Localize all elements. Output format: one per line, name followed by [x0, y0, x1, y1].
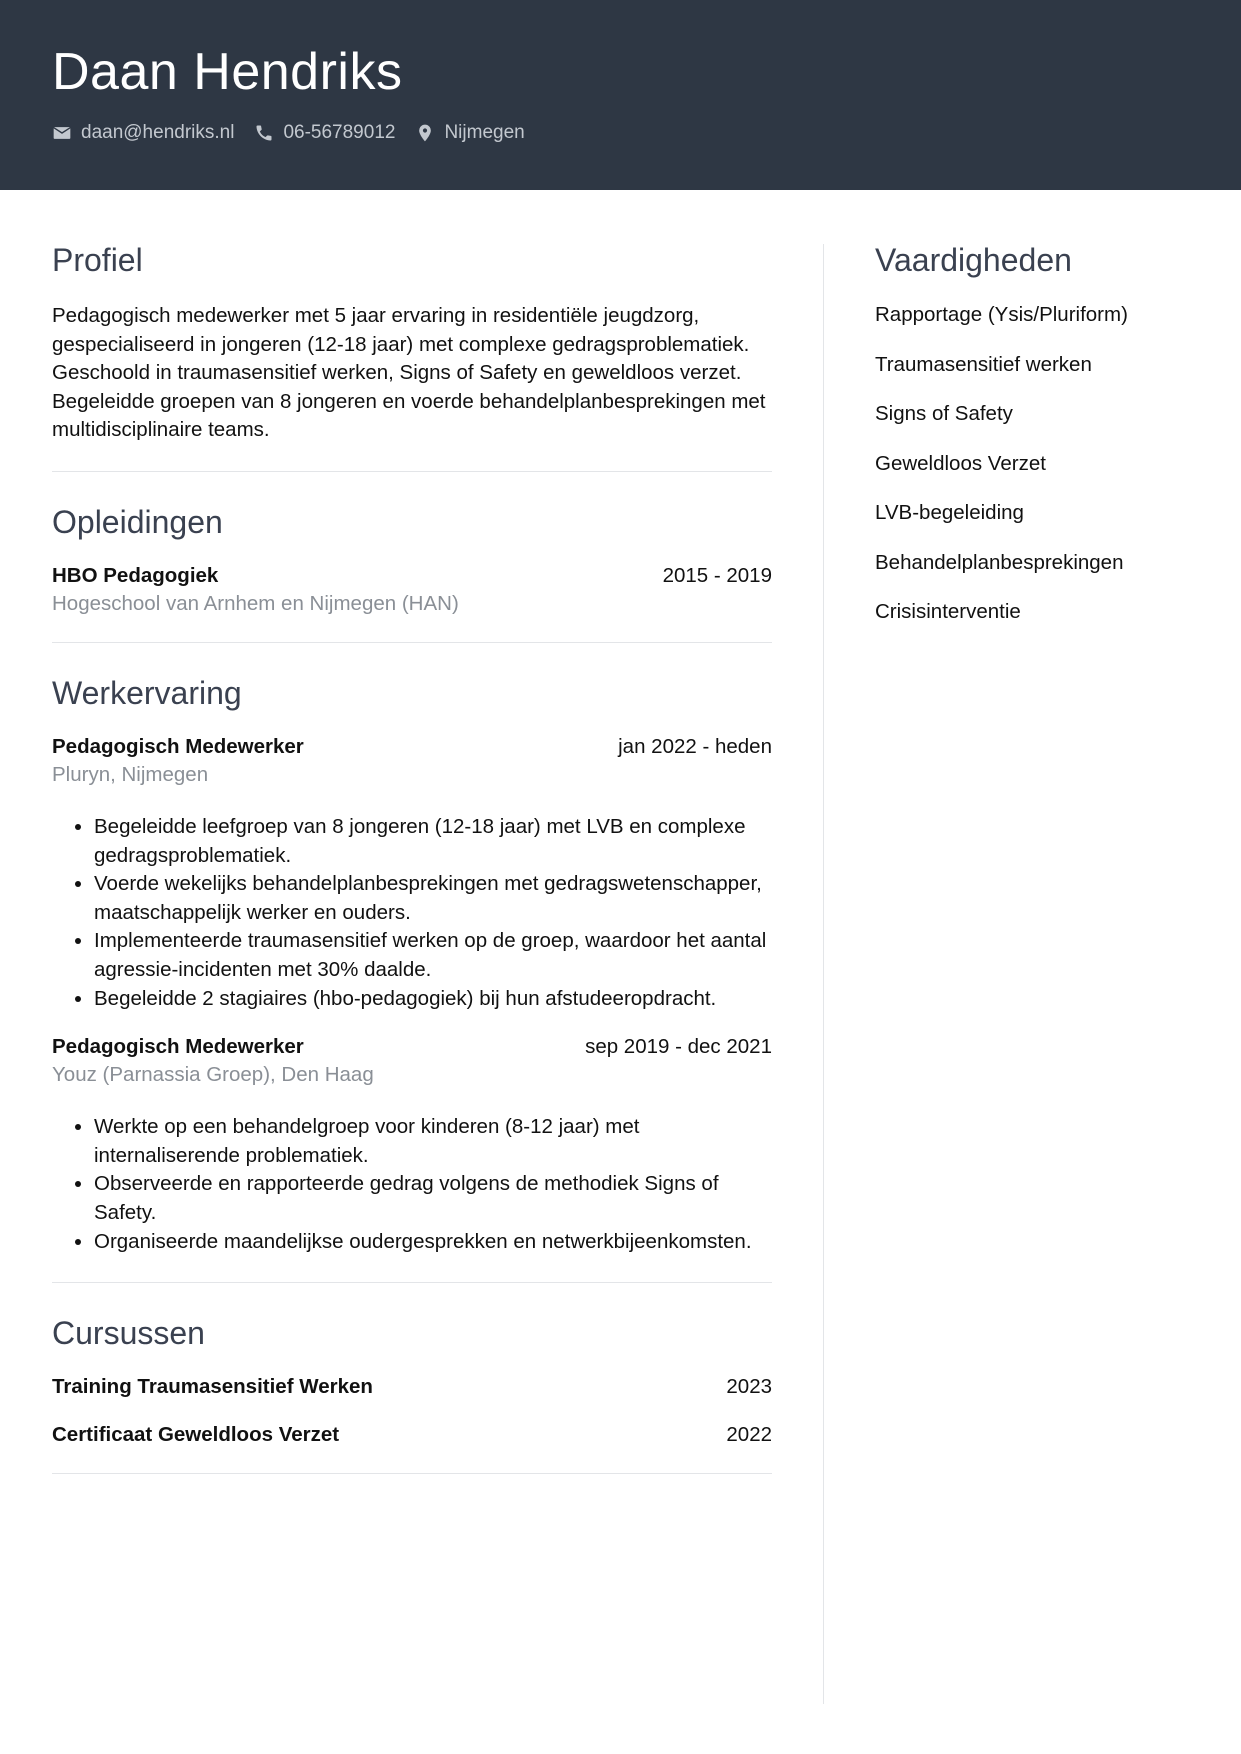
- phone-icon: [254, 123, 274, 143]
- main-column: [52, 240, 772, 1504]
- contact-info: [52, 122, 545, 144]
- experience-heading: Werkervaring: [52, 674, 242, 711]
- skill-item: Behandelplanbesprekingen: [875, 550, 1124, 574]
- contact-email[interactable]: [52, 122, 234, 144]
- job-bullet: • Begeleidde leefgroep van 8 jongeren (12-18 jaar) met LVB en complexe gedragsproblematiek.: [94, 813, 772, 870]
- course-title: Training Traumasensitief Werken: [52, 1375, 373, 1399]
- job-title: Pedagogisch Medewerker: [52, 1035, 304, 1059]
- skills-heading: Vaardigheden: [875, 242, 1072, 278]
- skill-item: Traumasensitief werken: [875, 352, 1092, 376]
- education-heading: Opleidingen: [52, 503, 223, 540]
- job-bullet: • Implementeerde traumasensitief werken op de groep, waardoor het aantal agressie-incidenten met 30% daalde.: [94, 927, 772, 984]
- job-bullet: • Voerde wekelijks behandelplanbesprekingen met gedragswetenschapper, maatschappelijk werker en ouders.: [94, 870, 772, 927]
- skill-item: Signs of Safety: [875, 402, 1013, 425]
- education-section: [52, 502, 772, 616]
- job-bullet: • Observeerde en rapporteerde gedrag volgens de methodiek Signs of Safety.: [94, 1170, 772, 1227]
- map-pin-icon: [415, 123, 435, 143]
- job-employer: Pluryn, Nijmegen: [52, 762, 209, 786]
- sidebar-column: [875, 240, 1205, 649]
- job-employer: Youz (Parnassia Groep), Den Haag: [52, 1063, 374, 1087]
- education-title: HBO Pedagogiek: [52, 563, 219, 587]
- course-title: Certificaat Geweldloos Verzet: [52, 1423, 340, 1447]
- header-banner: [0, 0, 1241, 190]
- profile-section: [52, 240, 772, 445]
- education-institution: Hogeschool van Arnhem en Nijmegen (HAN): [52, 591, 459, 615]
- column-divider: [823, 244, 824, 1704]
- skill-item: LVB-begeleiding: [875, 501, 1024, 524]
- job-bullet: • Organiseerde maandelijkse oudergesprekken en netwerkbijeenkomsten.: [94, 1228, 772, 1257]
- skill-item: Crisisinterventie: [875, 600, 1021, 623]
- profile-heading: Profiel: [52, 242, 143, 278]
- course-date: 2023: [726, 1375, 772, 1399]
- section-divider: [52, 1473, 772, 1474]
- job-item: [52, 735, 772, 1013]
- job-item: [52, 1035, 772, 1256]
- job-title: Pedagogisch Medewerker: [52, 734, 304, 758]
- phone-text: 06-56789012: [283, 122, 396, 143]
- location-text: Nijmegen: [444, 122, 525, 143]
- profile-text: Pedagogisch medewerker met 5 jaar ervaring in residentiële jeugdzorg, gespecialiseerd in jongeren (12-18 jaar) met complexe gedragsproblematiek. Geschoold in traumasensitief werken, Signs of Safety en geweldloos verzet. Begeleidde groepen van 8 jongeren en voerde behandelplanbesprekingen met multidisciplinaire teams.: [52, 304, 766, 442]
- email-text: daan@hendriks.nl: [81, 122, 235, 143]
- section-divider: [52, 642, 772, 643]
- course-item: [52, 1375, 772, 1399]
- contact-location: [415, 122, 524, 144]
- course-date: 2022: [726, 1423, 772, 1447]
- courses-heading: Cursussen: [52, 1315, 205, 1352]
- contact-phone[interactable]: [254, 122, 395, 144]
- job-bullets: [94, 1113, 772, 1256]
- job-bullet: • Werkte op een behandelgroep voor kinderen (8-12 jaar) met internaliserende problematiek.: [94, 1113, 772, 1170]
- job-date: jan 2022 - heden: [618, 734, 772, 758]
- envelope-icon: [52, 123, 72, 143]
- experience-section: [52, 673, 772, 1256]
- job-bullets: [94, 813, 772, 1013]
- education-item: [52, 564, 772, 616]
- skill-item: Geweldloos Verzet: [875, 451, 1046, 475]
- job-date: sep 2019 - dec 2021: [585, 1035, 772, 1059]
- job-bullet: • Begeleidde 2 stagiaires (hbo-pedagogiek) bij hun afstudeeropdracht.: [94, 985, 772, 1014]
- section-divider: [52, 1282, 772, 1283]
- course-item: [52, 1423, 772, 1447]
- skill-item: Rapportage (Ysis/Pluriform): [875, 303, 1128, 326]
- section-divider: [52, 471, 772, 472]
- candidate-name: Daan Hendriks: [52, 43, 403, 101]
- courses-section: [52, 1313, 772, 1447]
- education-date: 2015 - 2019: [662, 563, 772, 587]
